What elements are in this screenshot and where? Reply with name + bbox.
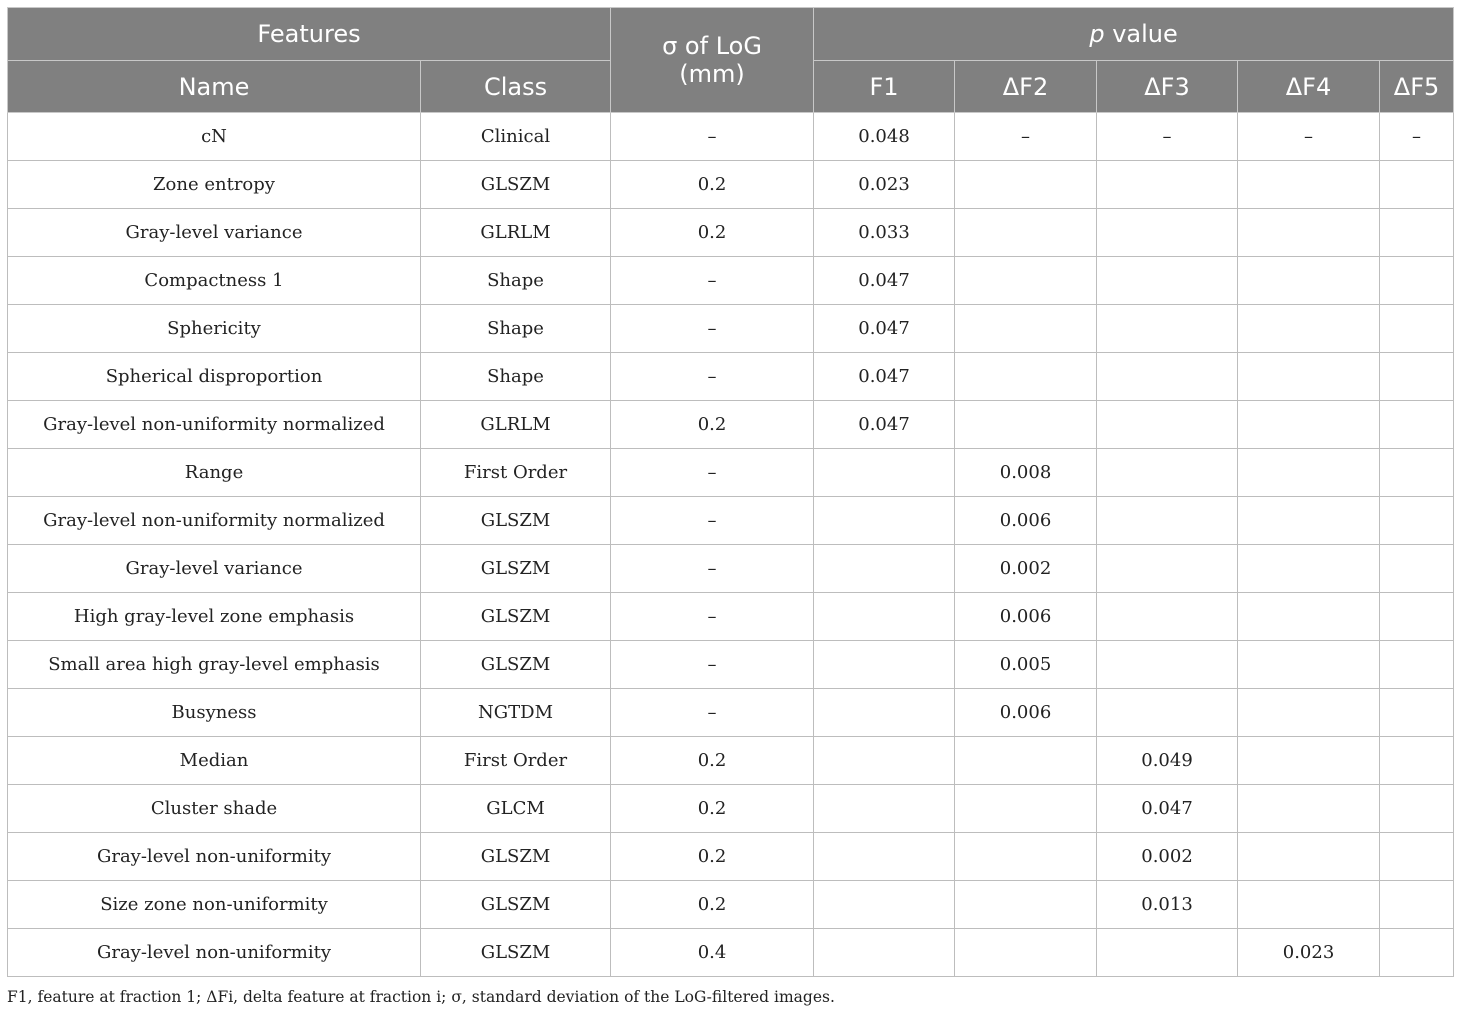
cell-f1: [814, 593, 955, 641]
cell-sigma: 0.2: [611, 881, 814, 929]
cell-df4: [1238, 545, 1380, 593]
cell-df2: 0.006: [955, 497, 1097, 545]
cell-df2: [955, 785, 1097, 833]
cell-name: Gray-level non-uniformity: [8, 833, 421, 881]
table-row: [8, 305, 1454, 353]
cell-df3: [1097, 593, 1238, 641]
cell-sigma: –: [611, 449, 814, 497]
table-row: [8, 641, 1454, 689]
cell-df5: [1380, 929, 1454, 977]
table-row: [8, 113, 1454, 161]
header-df2: ΔF2: [955, 61, 1097, 113]
header-df5: ΔF5: [1380, 61, 1454, 113]
cell-f1: [814, 449, 955, 497]
cell-sigma: 0.2: [611, 737, 814, 785]
cell-name: Gray-level non-uniformity normalized: [8, 401, 421, 449]
cell-df5: [1380, 593, 1454, 641]
cell-df2: 0.002: [955, 545, 1097, 593]
header-df4: ΔF4: [1238, 61, 1380, 113]
cell-df3: [1097, 641, 1238, 689]
cell-class: Shape: [421, 257, 611, 305]
cell-class: GLSZM: [421, 497, 611, 545]
cell-class: GLSZM: [421, 833, 611, 881]
cell-class: Shape: [421, 305, 611, 353]
cell-df2: 0.006: [955, 689, 1097, 737]
table-row: [8, 737, 1454, 785]
cell-name: Cluster shade: [8, 785, 421, 833]
cell-df5: [1380, 833, 1454, 881]
cell-df4: [1238, 209, 1380, 257]
features-table-container: [7, 7, 1453, 977]
cell-f1: [814, 689, 955, 737]
cell-f1: 0.023: [814, 161, 955, 209]
cell-df2: [955, 161, 1097, 209]
cell-f1: [814, 737, 955, 785]
cell-df4: 0.023: [1238, 929, 1380, 977]
cell-sigma: –: [611, 497, 814, 545]
cell-df2: [955, 353, 1097, 401]
cell-name: cN: [8, 113, 421, 161]
cell-df4: [1238, 353, 1380, 401]
table-row: [8, 161, 1454, 209]
header-p-value: [814, 8, 1454, 61]
header-df3: ΔF3: [1097, 61, 1238, 113]
cell-sigma: –: [611, 545, 814, 593]
cell-df5: [1380, 497, 1454, 545]
cell-class: GLSZM: [421, 641, 611, 689]
cell-df5: [1380, 257, 1454, 305]
cell-name: Gray-level non-uniformity: [8, 929, 421, 977]
cell-df2: 0.008: [955, 449, 1097, 497]
cell-df3: 0.047: [1097, 785, 1238, 833]
cell-f1: 0.047: [814, 353, 955, 401]
cell-sigma: –: [611, 353, 814, 401]
cell-class: GLSZM: [421, 929, 611, 977]
cell-df3: [1097, 209, 1238, 257]
cell-df5: [1380, 545, 1454, 593]
cell-df5: [1380, 209, 1454, 257]
cell-df4: [1238, 161, 1380, 209]
header-f1: F1: [814, 61, 955, 113]
cell-df2: [955, 929, 1097, 977]
cell-df5: [1380, 881, 1454, 929]
cell-f1: [814, 497, 955, 545]
cell-df2: [955, 737, 1097, 785]
cell-f1: [814, 929, 955, 977]
cell-name: Size zone non-uniformity: [8, 881, 421, 929]
table-row: [8, 929, 1454, 977]
header-features: Features: [8, 8, 611, 61]
cell-class: GLSZM: [421, 881, 611, 929]
cell-name: Sphericity: [8, 305, 421, 353]
table-row: [8, 449, 1454, 497]
cell-sigma: 0.2: [611, 833, 814, 881]
cell-df5: [1380, 161, 1454, 209]
cell-sigma: 0.2: [611, 161, 814, 209]
cell-sigma: 0.2: [611, 209, 814, 257]
cell-class: GLSZM: [421, 545, 611, 593]
cell-class: Shape: [421, 353, 611, 401]
table-row: [8, 881, 1454, 929]
cell-df4: [1238, 401, 1380, 449]
cell-df5: [1380, 689, 1454, 737]
cell-name: Compactness 1: [8, 257, 421, 305]
cell-df2: [955, 257, 1097, 305]
cell-f1: [814, 833, 955, 881]
cell-df2: [955, 833, 1097, 881]
cell-df3: [1097, 353, 1238, 401]
cell-df3: –: [1097, 113, 1238, 161]
cell-df5: [1380, 353, 1454, 401]
cell-sigma: –: [611, 593, 814, 641]
cell-df2: [955, 305, 1097, 353]
cell-df4: [1238, 593, 1380, 641]
cell-df3: [1097, 449, 1238, 497]
cell-class: GLSZM: [421, 161, 611, 209]
cell-f1: 0.047: [814, 305, 955, 353]
cell-df4: [1238, 881, 1380, 929]
cell-df2: [955, 881, 1097, 929]
cell-name: Small area high gray-level emphasis: [8, 641, 421, 689]
table-row: [8, 209, 1454, 257]
cell-df2: 0.005: [955, 641, 1097, 689]
header-p-rest: value: [1104, 20, 1178, 48]
table-row: [8, 401, 1454, 449]
cell-df5: [1380, 785, 1454, 833]
header-sigma: [611, 8, 814, 113]
cell-df3: [1097, 257, 1238, 305]
cell-df3: [1097, 545, 1238, 593]
cell-df3: [1097, 161, 1238, 209]
cell-f1: 0.047: [814, 257, 955, 305]
cell-df5: [1380, 641, 1454, 689]
cell-name: Spherical disproportion: [8, 353, 421, 401]
cell-sigma: 0.4: [611, 929, 814, 977]
cell-class: GLRLM: [421, 401, 611, 449]
header-name: Name: [8, 61, 421, 113]
features-table: [7, 7, 1454, 977]
cell-df5: [1380, 737, 1454, 785]
cell-class: GLSZM: [421, 593, 611, 641]
cell-df4: [1238, 785, 1380, 833]
cell-df3: 0.002: [1097, 833, 1238, 881]
header-p-italic: p: [1089, 20, 1105, 48]
cell-df5: [1380, 305, 1454, 353]
table-footnote: F1, feature at fraction 1; ΔFi, delta feature at fraction i; σ, standard deviation of the LoG-filtered images.: [7, 988, 835, 1006]
table-header: [8, 8, 1454, 113]
cell-df3: [1097, 497, 1238, 545]
cell-df4: [1238, 257, 1380, 305]
cell-df4: [1238, 497, 1380, 545]
cell-f1: 0.047: [814, 401, 955, 449]
cell-df4: [1238, 641, 1380, 689]
cell-df4: –: [1238, 113, 1380, 161]
cell-class: GLRLM: [421, 209, 611, 257]
cell-f1: [814, 785, 955, 833]
header-sigma-line1: σ of LoG: [662, 32, 762, 60]
cell-df4: [1238, 833, 1380, 881]
cell-df3: [1097, 305, 1238, 353]
table-row: [8, 785, 1454, 833]
cell-df5: [1380, 401, 1454, 449]
cell-df2: 0.006: [955, 593, 1097, 641]
cell-df5: –: [1380, 113, 1454, 161]
table-row: [8, 833, 1454, 881]
cell-df3: [1097, 689, 1238, 737]
table-row: [8, 257, 1454, 305]
cell-class: GLCM: [421, 785, 611, 833]
header-class: Class: [421, 61, 611, 113]
cell-name: Range: [8, 449, 421, 497]
cell-df2: [955, 209, 1097, 257]
cell-df4: [1238, 305, 1380, 353]
cell-sigma: –: [611, 113, 814, 161]
cell-sigma: 0.2: [611, 785, 814, 833]
table-row: [8, 497, 1454, 545]
table-row: [8, 545, 1454, 593]
header-sigma-line2: (mm): [679, 60, 745, 88]
cell-name: Zone entropy: [8, 161, 421, 209]
cell-sigma: –: [611, 689, 814, 737]
cell-f1: 0.048: [814, 113, 955, 161]
cell-name: Gray-level variance: [8, 545, 421, 593]
cell-sigma: 0.2: [611, 401, 814, 449]
cell-df4: [1238, 689, 1380, 737]
cell-name: Busyness: [8, 689, 421, 737]
cell-name: Median: [8, 737, 421, 785]
cell-class: NGTDM: [421, 689, 611, 737]
table-row: [8, 593, 1454, 641]
cell-df5: [1380, 449, 1454, 497]
cell-sigma: –: [611, 305, 814, 353]
cell-df3: 0.013: [1097, 881, 1238, 929]
cell-class: Clinical: [421, 113, 611, 161]
cell-df4: [1238, 449, 1380, 497]
table-row: [8, 353, 1454, 401]
cell-class: First Order: [421, 449, 611, 497]
cell-df3: [1097, 401, 1238, 449]
table-row: [8, 689, 1454, 737]
cell-df3: 0.049: [1097, 737, 1238, 785]
cell-f1: [814, 881, 955, 929]
cell-df2: –: [955, 113, 1097, 161]
cell-name: High gray-level zone emphasis: [8, 593, 421, 641]
cell-f1: [814, 641, 955, 689]
cell-sigma: –: [611, 641, 814, 689]
cell-df4: [1238, 737, 1380, 785]
cell-sigma: –: [611, 257, 814, 305]
table-body: [8, 113, 1454, 977]
cell-class: First Order: [421, 737, 611, 785]
cell-f1: [814, 545, 955, 593]
cell-df2: [955, 401, 1097, 449]
cell-f1: 0.033: [814, 209, 955, 257]
cell-name: Gray-level variance: [8, 209, 421, 257]
cell-df3: [1097, 929, 1238, 977]
cell-name: Gray-level non-uniformity normalized: [8, 497, 421, 545]
